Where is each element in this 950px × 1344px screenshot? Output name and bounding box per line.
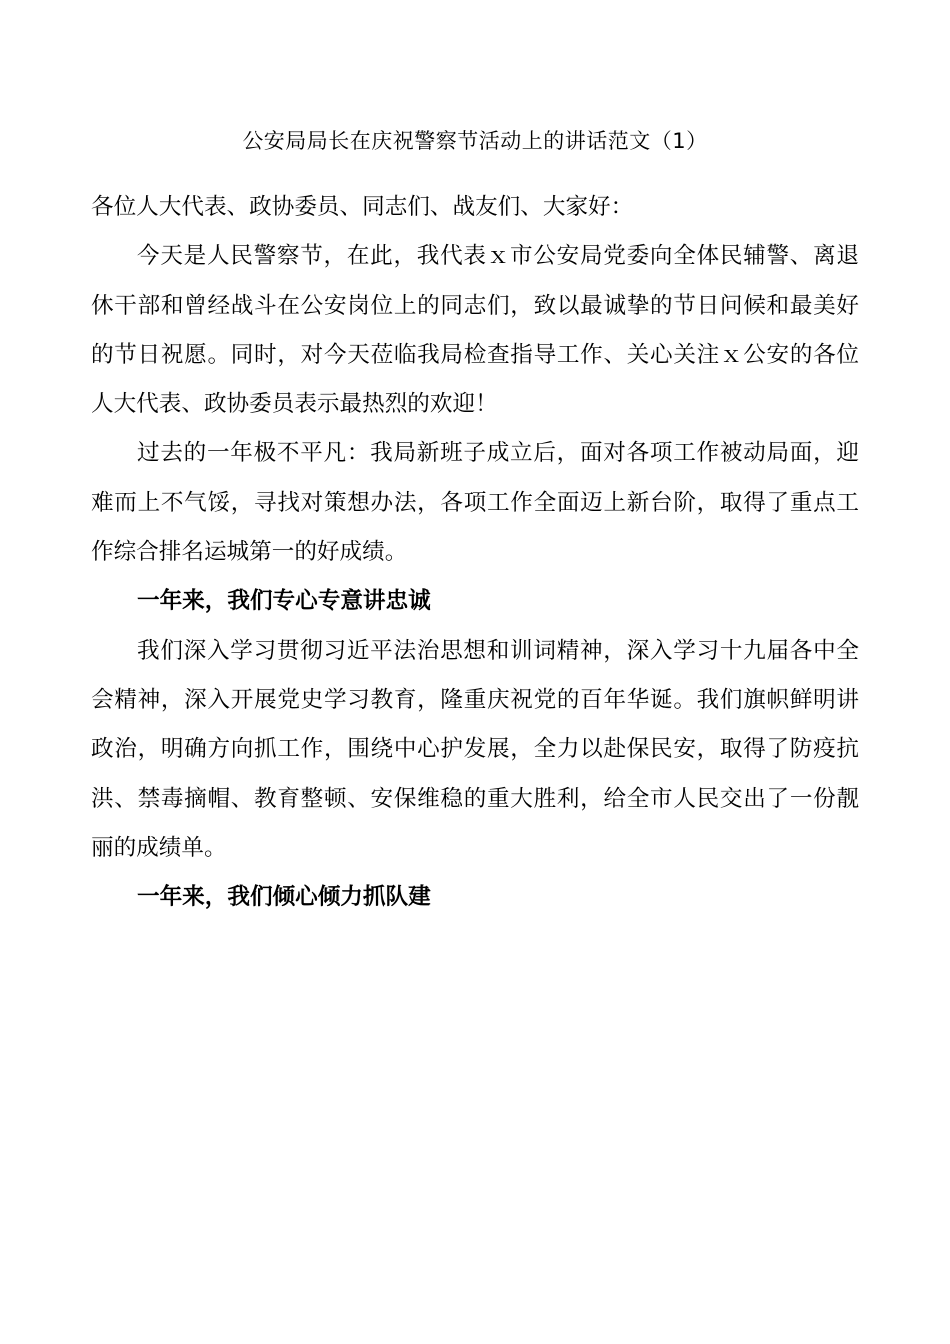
section-heading-team-building: 一年来，我们倾心倾力抓队建 [137, 884, 431, 911]
salutation: 各位人大代表、政协委员、同志们、战友们、大家好： [91, 194, 634, 220]
document-body [91, 183, 859, 922]
paragraph-loyalty: 我们深入学习贯彻习近平法治思想和训词精神，深入学习十九届各中全会精神，深入开展党史学习教育，隆重庆祝党的百年华诞。我们旗帜鲜明讲政治，明确方向抓工作，围绕中心护发展，全力以赴保民安，取得了防疫抗洪、禁毒摘帽、教育整顿、安保维稳的重大胜利，给全市人民交出了一份靓丽的成绩单。 [91, 637, 859, 861]
document-title: 公安局局长在庆祝警察节活动上的讲话范文（1） [242, 129, 708, 153]
paragraph-greeting: 今天是人民警察节，在此，我代表ｘ市公安局党委向全体民辅警、离退休干部和曾经战斗在公安岗位上的同志们，致以最诚挚的节日问候和最美好的节日祝愿。同时，对今天莅临我局检查指导工作、关心关注ｘ公安的各位人大代表、政协委员表示最热烈的欢迎！ [91, 243, 859, 418]
paragraph-past-year: 过去的一年极不平凡：我局新班子成立后，面对各项工作被动局面，迎难而上不气馁，寻找对策想办法，各项工作全面迈上新台阶，取得了重点工作综合排名运城第一的好成绩。 [91, 440, 859, 566]
section-heading-loyalty: 一年来，我们专心专意讲忠诚 [137, 588, 431, 615]
